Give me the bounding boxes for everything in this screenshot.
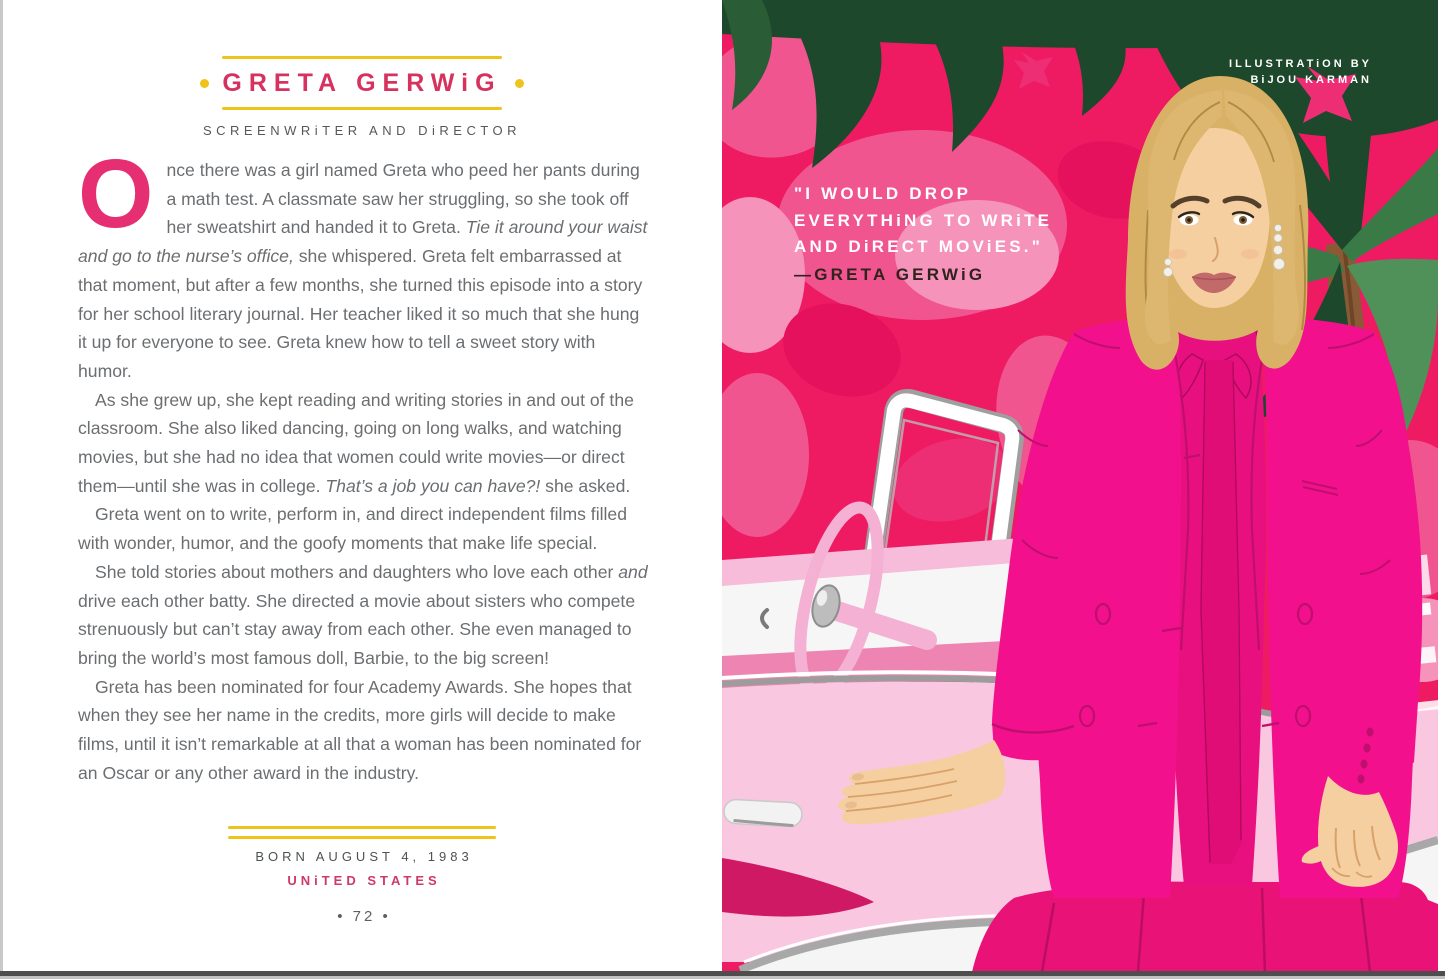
- born-date: BORN AUGUST 4, 1983: [255, 849, 473, 864]
- right-page-illustration: [722, 0, 1438, 972]
- pull-quote: [794, 181, 1052, 288]
- drop-cap: O: [78, 139, 154, 248]
- header-rule-bottom: [222, 107, 502, 110]
- footer-rules: [228, 826, 496, 846]
- quote-line: "I WOULD DROP: [794, 184, 972, 203]
- biography-text: [78, 139, 650, 787]
- body-paragraph: As she grew up, she kept reading and writing stories in and out of the classroom. She also liked dancing, going on long walks, and watching movies, but she had no idea that women could write movies—or direct them—until she was in college. That’s a job you can have?! she asked.: [78, 389, 634, 496]
- body-paragraph: Greta has been nominated for four Academy Awards. She hopes that when they see her name in the credits, more girls will decide to make films, until it isn’t remarkable at all that a woman has been nominated for an Oscar or any other award in the industry.: [78, 676, 642, 783]
- book-left-edge: [0, 0, 3, 972]
- credit-line: BiJOU KARMAN: [1250, 74, 1372, 86]
- header-rule-top: [222, 56, 502, 59]
- page-number: • 72 •: [337, 908, 391, 925]
- quote-line: AND DiRECT MOViES.": [794, 237, 1043, 256]
- illustration-credit: [1229, 56, 1372, 88]
- quote-line: EVERYTHiNG TO WRiTE: [794, 210, 1053, 230]
- quote-attribution: —GRETA GERWiG: [794, 264, 986, 284]
- chapter-header: [192, 56, 532, 138]
- credit-line: ILLUSTRATiON BY: [1229, 58, 1372, 70]
- body-paragraph: Once there was a girl named Greta who peed her pants during a math test. A classmate saw her struggling, so she took off her sweatshirt and handed it to Greta. Tie it around your waist and go to the nurse’s office, she whispered. Greta felt embarrassed at that moment, but after a few months, she turned this episode into a story for her school literary journal. Her teacher liked it so much that she hung it up for everyone to see. Greta knew how to tell a sweet story with humor.: [78, 139, 648, 381]
- body-paragraph: Greta went on to write, perform in, and direct independent films filled with wonder, humor, and the goofy moments that make life special.: [78, 504, 627, 554]
- footer-rule-top: [228, 826, 496, 829]
- greta-illustration: [722, 0, 1438, 972]
- chapter-subtitle: SCREENWRiTER AND DiRECTOR: [202, 123, 522, 138]
- page-title: GRETA GERWiG: [222, 69, 502, 97]
- title-dot-right-icon: [515, 79, 524, 88]
- body-paragraph: She told stories about mothers and daughters who love each other and drive each other batty. She directed a movie about sisters who compete strenuously but can’t stay away from each other. She even managed to bring the world’s most famous doll, Barbie, to the big screen!: [78, 561, 648, 668]
- title-dot-left-icon: [200, 79, 209, 88]
- footer-rule-bottom: [228, 836, 496, 839]
- left-page: [0, 0, 722, 972]
- country: UNiTED STATES: [287, 873, 441, 888]
